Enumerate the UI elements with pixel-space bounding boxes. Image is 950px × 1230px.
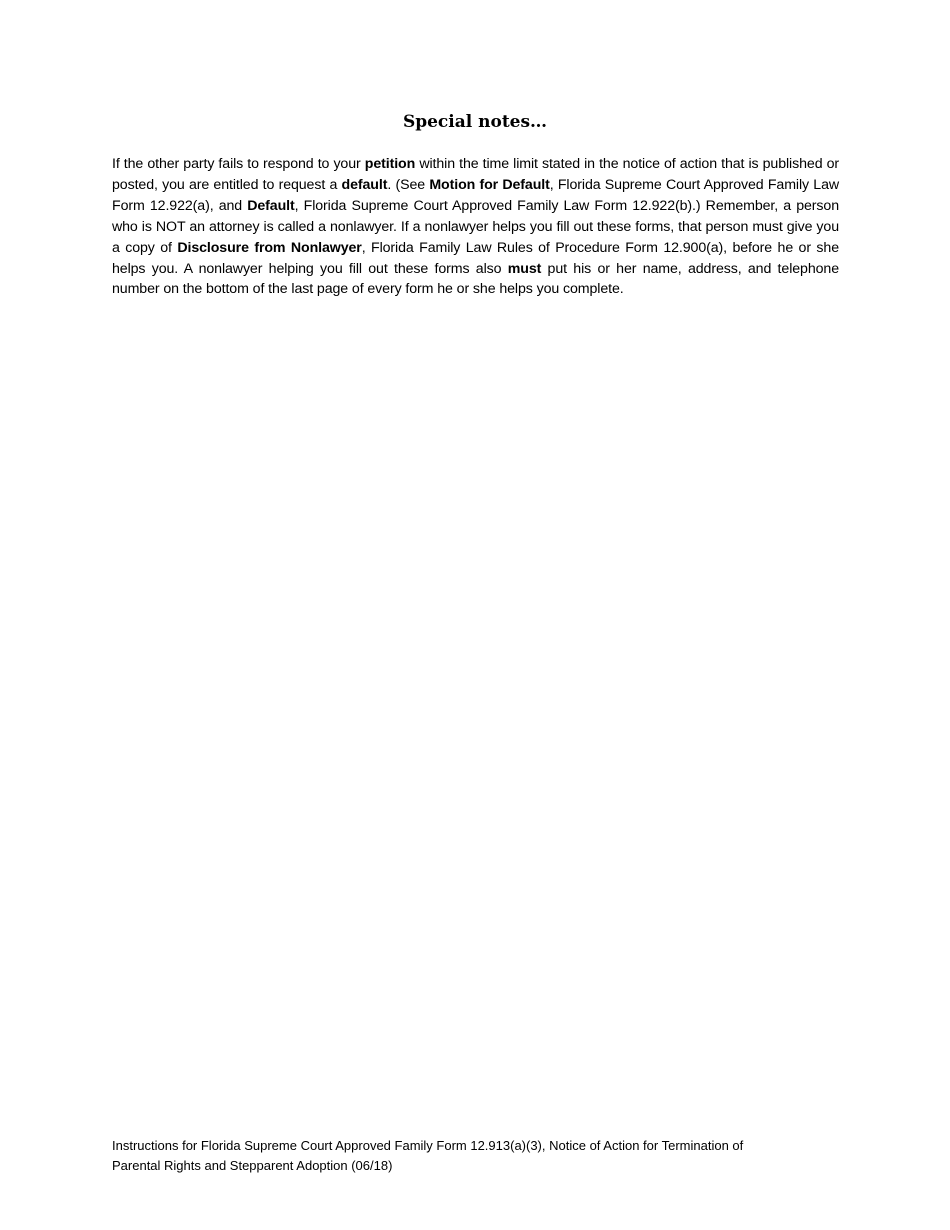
term-petition: petition xyxy=(364,156,416,172)
term-default: default xyxy=(341,176,388,193)
footer-line-1: Instructions for Florida Supreme Court Approved Family Form 12.913(a)(3), Notice of Action for Termination of xyxy=(112,1138,744,1153)
term-default-form: Default xyxy=(247,197,295,214)
text-segment: , Florida Supreme Court Approved Family Law Form 12.922(b).) Remember, a person who is NOT an attorney is called a nonlawyer. If a nonlawyer helps you fill out these forms, that person must give you a copy of xyxy=(112,197,839,256)
term-motion-for-default: Motion for Default xyxy=(429,176,550,193)
term-must: must xyxy=(507,260,542,277)
page-title: Special notes… xyxy=(402,112,548,132)
text-segment: . (See xyxy=(387,176,430,193)
text-segment: , Florida Supreme Court Approved Family Law Form 12.922(a), and xyxy=(112,176,840,214)
term-disclosure-from-nonlawyer: Disclosure from Nonlawyer xyxy=(177,239,362,256)
page-footer xyxy=(112,1136,842,1176)
text-segment: within the time limit stated in the notice of action that is published or posted, you are entitled to request a xyxy=(112,156,840,193)
special-notes-paragraph xyxy=(112,154,839,300)
text-segment: , Florida Family Law Rules of Procedure Form 12.900(a), before he or she helps you. A nonlawyer helping you fill out these forms also xyxy=(112,239,839,277)
footer-line-2: Parental Rights and Stepparent Adoption (06/18) xyxy=(112,1158,393,1173)
text-segment: put his or her name, address, and telephone number on the bottom of the last page of every form he or she helps you complete. xyxy=(112,260,839,298)
text-segment: If the other party fails to respond to your xyxy=(112,156,365,172)
